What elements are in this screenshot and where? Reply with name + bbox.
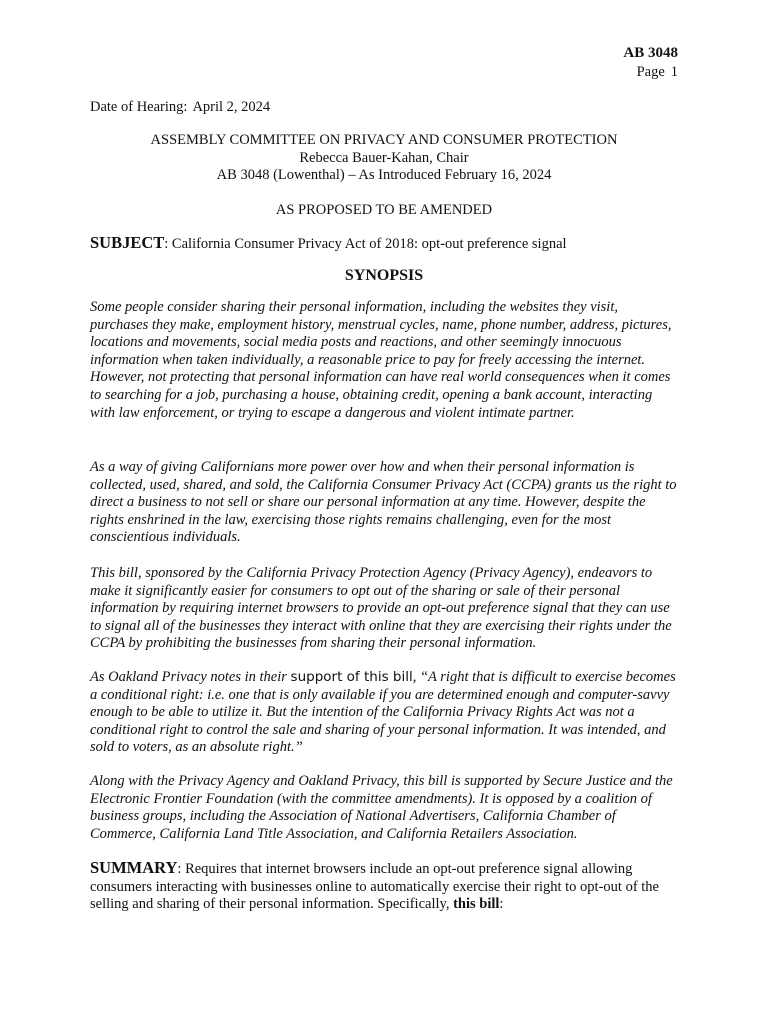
- p4-start: As Oakland Privacy notes in their: [90, 669, 291, 685]
- subject-line: [90, 234, 678, 254]
- hearing-label: Date of Hearing:: [90, 99, 188, 115]
- committee-name: ASSEMBLY COMMITTEE ON PRIVACY AND CONSUMER PROTECTION: [150, 132, 618, 148]
- synopsis-heading: SYNOPSIS: [344, 267, 424, 284]
- support-letter-link[interactable]: support of this bill: [290, 669, 413, 685]
- summary-label: SUMMARY: [90, 858, 178, 877]
- subject-label: SUBJECT: [90, 233, 165, 252]
- amendment-note: AS PROPOSED TO BE AMENDED: [275, 202, 493, 218]
- synopsis-paragraph-5: Along with the Privacy Agency and Oakland Privacy, this bill is supported by Secure Justice and the Electronic Frontier Foundation (with the committee amendments). It is opposed by a coalition of business groups, including the Association of National Advertisers, California Chamber of Commerce, California Land Title Association, and California Retailers Association.: [90, 773, 673, 842]
- bill-number: AB 3048: [623, 45, 678, 61]
- synopsis-paragraph-1: Some people consider sharing their personal information, including the websites they visit, purchases they make, employment history, menstrual cycles, name, phone number, address, pictures, locations and movements, social media posts and reactions, and other seemingly innocuous information when taken individually, a reasonable price to pay for freely accessing the internet. However, not protecting that personal information can have real world consequences when it comes to searching for a job, purchasing a house, obtaining credit, opening a bank account, interacting with law enforcement, or trying to escape a dangerous and violent intimate partner.: [90, 299, 672, 421]
- page-number-value: 1: [670, 64, 678, 80]
- summary-text: : Requires that internet browsers include an opt-out preference signal allowing consumers interacting with businesses online to automatically exercise their right to opt-out of the selling and sharing of their personal information. Specifically,: [90, 861, 659, 913]
- synopsis-paragraph-2: As a way of giving Californians more power over how and when their personal information is collected, used, shared, and sold, the California Consumer Privacy Act (CCPA) grants us the right to direct a business to not sell or share our personal information at any time. However, despite the rights enshrined in the law, exercising those rights remains challenging, even for the most conscientious individuals.: [90, 459, 677, 546]
- synopsis-paragraph-4: [90, 669, 678, 757]
- summary-paragraph: [90, 859, 678, 914]
- page-number: [637, 64, 678, 81]
- summary-emphasis: this bill: [453, 896, 500, 913]
- summary-end: :: [499, 896, 504, 913]
- synopsis-paragraph-3: This bill, sponsored by the California Privacy Protection Agency (Privacy Agency), endeavors to make it significantly easier for consumers to opt out of the sharing or sale of their personal information by requiring internet browsers to provide an opt-out preference signal that they can use to signal all of the businesses they interact with online that they are exercising their rights under the CCPA by prohibiting the businesses from sharing their personal information.: [90, 565, 672, 652]
- committee-block: [90, 132, 678, 185]
- page-label: Page: [636, 64, 665, 80]
- bill-status-line: AB 3048 (Lowenthal) – As Introduced February 16, 2024: [216, 167, 552, 184]
- subject-text: : California Consumer Privacy Act of 2018: opt-out preference signal: [164, 236, 567, 252]
- hearing-date: April 2, 2024: [192, 99, 271, 115]
- hearing-date-line: [90, 99, 678, 117]
- p4-end: , “A right that is difficult to exercise becomes a conditional right: i.e. one that is only available if you are determined enough and computer-savvy enough to be able to utilize it. But the intention of the California Privacy Rights Act was not a conditional right to control the sale and sharing of your personal information. It was intended, and sold to voters, as an absolute right.”: [90, 669, 676, 756]
- committee-chair: Rebecca Bauer-Kahan, Chair: [299, 149, 469, 166]
